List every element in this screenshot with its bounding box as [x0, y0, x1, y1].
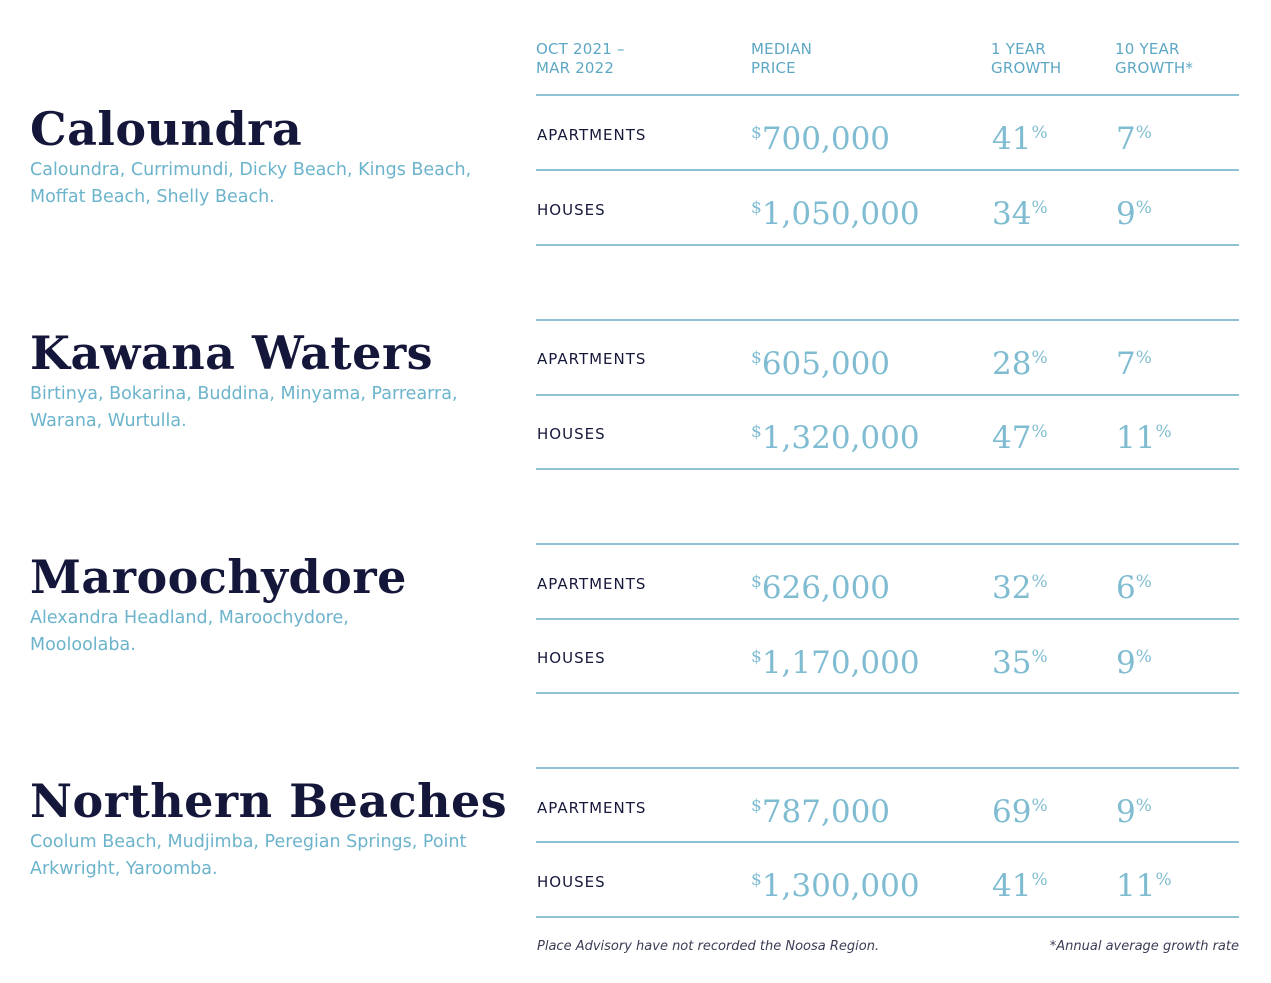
property-type: HOUSES [537, 649, 606, 667]
table-rule [536, 916, 1239, 918]
ten-year-growth: 7% [1116, 346, 1152, 382]
region-suburbs: Coolum Beach, Mudjimba, Peregian Springs, Point Arkwright, Yaroomba. [30, 832, 467, 879]
one-year-growth: 34% [992, 196, 1048, 232]
ten-year-growth: 7% [1116, 121, 1152, 157]
median-price: $605,000 [751, 346, 891, 382]
table-row [536, 321, 1239, 395]
header-period: OCT 2021 – MAR 2022 [536, 40, 625, 77]
one-year-growth: 32% [992, 570, 1048, 606]
table-rule [536, 244, 1239, 246]
table-row [536, 545, 1239, 619]
table-row [536, 843, 1239, 917]
table-rule [536, 468, 1239, 470]
ten-year-growth: 11% [1116, 420, 1172, 456]
header-10-year-growth: 10 YEAR GROWTH* [1115, 40, 1194, 77]
table-rule [536, 692, 1239, 694]
property-type: APARTMENTS [537, 799, 647, 817]
header-1-year-growth: 1 YEAR GROWTH [991, 40, 1062, 77]
ten-year-growth: 9% [1116, 794, 1152, 830]
ten-year-growth: 9% [1116, 196, 1152, 232]
median-price: $1,050,000 [751, 196, 920, 232]
region-name: Kawana Waters [30, 326, 434, 380]
one-year-growth: 41% [992, 868, 1048, 904]
median-price: $787,000 [751, 794, 891, 830]
ten-year-growth: 6% [1116, 570, 1152, 606]
table-row [536, 769, 1239, 843]
ten-year-growth: 11% [1116, 868, 1172, 904]
one-year-growth: 28% [992, 346, 1048, 382]
footnote-growth-rate: *Annual average growth rate [1049, 939, 1239, 954]
one-year-growth: 69% [992, 794, 1048, 830]
region-maroochydore [30, 551, 520, 659]
property-type: APARTMENTS [537, 350, 647, 368]
region-suburbs: Alexandra Headland, Maroochydore, Mooloolaba. [30, 608, 349, 655]
region-northern-beaches [30, 775, 520, 883]
property-type: APARTMENTS [537, 575, 647, 593]
table-row [536, 96, 1239, 170]
median-price: $1,170,000 [751, 645, 920, 681]
region-name: Caloundra [30, 102, 303, 156]
property-type: APARTMENTS [537, 126, 647, 144]
property-type: HOUSES [537, 425, 606, 443]
median-price: $1,320,000 [751, 420, 920, 456]
table-row [536, 620, 1239, 694]
property-type: HOUSES [537, 873, 606, 891]
region-name: Maroochydore [30, 550, 407, 604]
region-name: Northern Beaches [30, 774, 508, 828]
one-year-growth: 35% [992, 645, 1048, 681]
median-price: $700,000 [751, 121, 891, 157]
property-type: HOUSES [537, 201, 606, 219]
table-row [536, 396, 1239, 470]
median-price: $626,000 [751, 570, 891, 606]
region-caloundra [30, 103, 520, 211]
one-year-growth: 47% [992, 420, 1048, 456]
region-suburbs: Caloundra, Currimundi, Dicky Beach, Kings Beach, Moffat Beach, Shelly Beach. [30, 160, 472, 207]
header-median-price: MEDIAN PRICE [751, 40, 813, 77]
median-price: $1,300,000 [751, 868, 920, 904]
region-kawana-waters [30, 327, 520, 435]
table-row [536, 171, 1239, 245]
ten-year-growth: 9% [1116, 645, 1152, 681]
footer-note: Place Advisory have not recorded the Noosa Region. [537, 939, 880, 954]
region-suburbs: Birtinya, Bokarina, Buddina, Minyama, Parrearra, Warana, Wurtulla. [30, 384, 458, 431]
one-year-growth: 41% [992, 121, 1048, 157]
